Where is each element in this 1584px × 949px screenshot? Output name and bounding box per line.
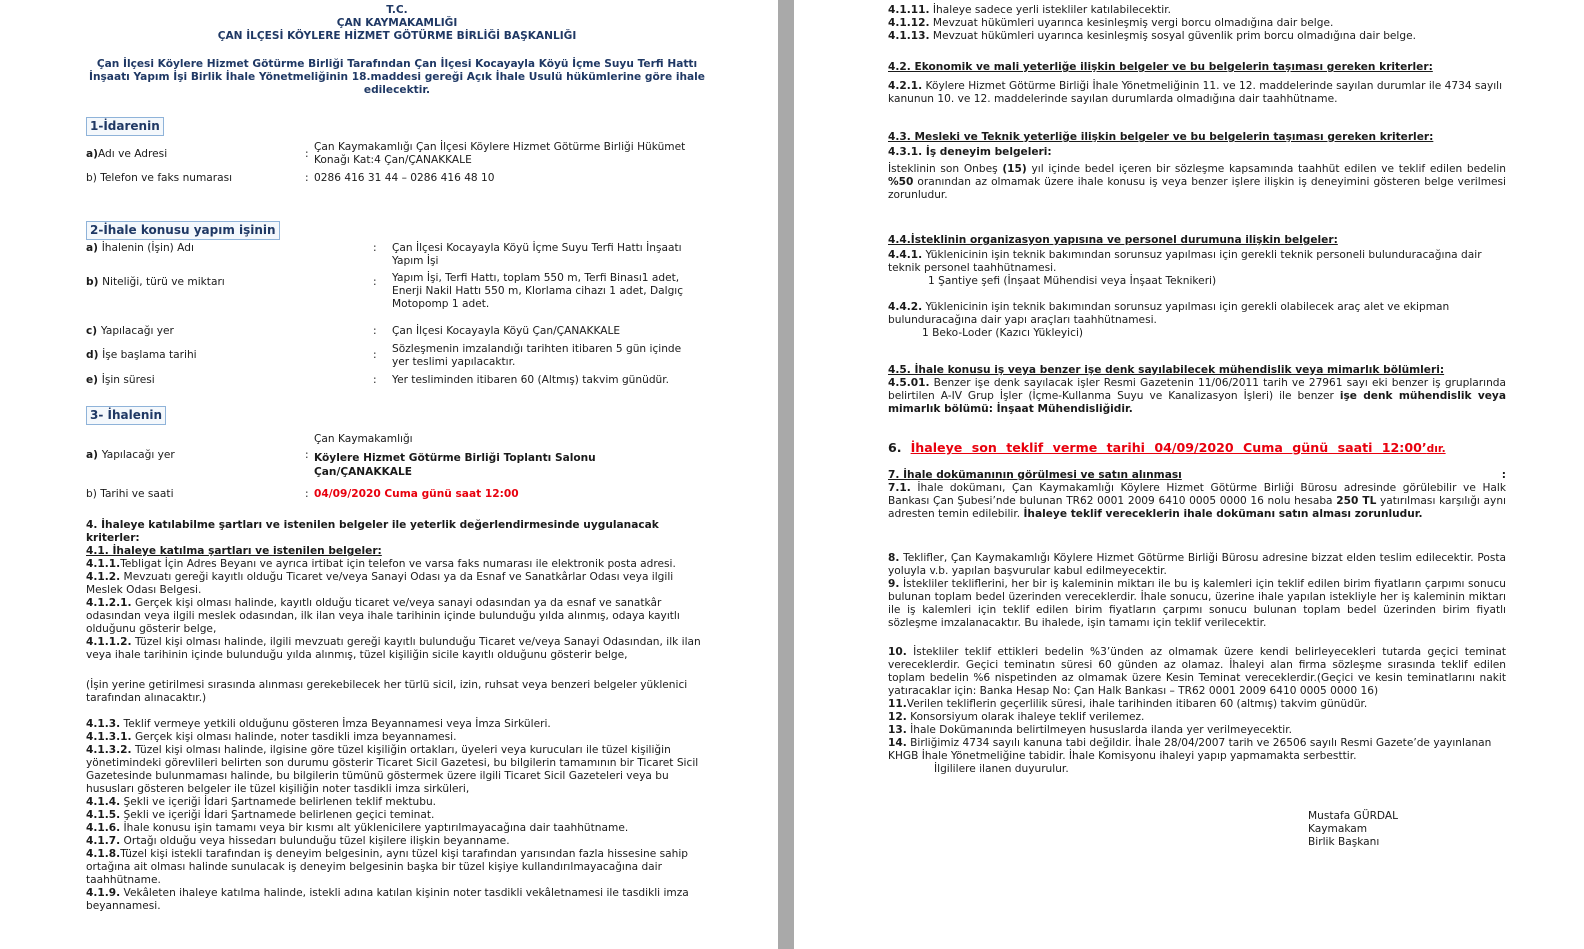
item-8: 8. Teklifler, Çan Kaymakamlığı Köylere Hizmet Götürme Birliği Bürosu adresine bizzat elden teslim edilecektir. Posta yoluyla v.b. yapılan başvurular kabul edilmeyecektir. (888, 552, 1506, 577)
section-10-14 (888, 646, 1506, 776)
s2-e-colon: : (373, 374, 377, 386)
header-kaymakamlik: ÇAN KAYMAKAMLIĞI (336, 17, 458, 29)
item-4-4-1: 4.4.1. Yüklenicinin işin teknik bakımından sorunsuz yapılması için gerekli teknik personeli bulunduracağına dair teknik personel taahhütnamesi. (888, 249, 1482, 274)
s3-a-colon: : (305, 449, 309, 461)
document-page-left (0, 0, 778, 949)
s6-deadline: İhaleye son teklif verme tarihi 04/09/2020 Cuma günü saati 12:00’ (910, 440, 1427, 455)
item-11: 11.Verilen tekliflerin geçerlilik süresi, ihale tarihinden itibaren 60 (altmış) takvim günüdür. (888, 698, 1368, 710)
s43-title: 4.3. Mesleki ve Teknik yeterliğe ilişkin belgeler ve bu belgelerin taşıması gereken kriterler: (888, 131, 1434, 143)
document-header (86, 4, 708, 43)
s4-note: (İşin yerine getirilmesi sırasında alınması gerekebilecek her türlü sicil, izin, ruhsat veya benzeri belgeler yüklenici tarafından alınacaktır.) (86, 679, 688, 704)
s3-a-label: a) Yapılacağı yer (86, 449, 175, 461)
item-4-4-2: 4.4.2. Yüklenicinin işin teknik bakımından sorunsuz yapılması için gerekli olabilecek araç alet ve ekipman bulunduracağına dair yapı araçları taahhütnamesi. (888, 301, 1450, 326)
item-4-1-1: 4.1.1.Tebligat İçin Adres Beyanı ve ayrıca irtibat için telefon ve varsa faks numarası ile elektronik posta adresi. (86, 558, 676, 570)
item-4-4-1-detail: 1 Şantiye şefi (İnşaat Mühendisi veya İnşaat Teknikeri) (928, 275, 1217, 287)
s42-title: 4.2. Ekonomik ve mali yeterliğe ilişkin belgeler ve bu belgelerin taşıması gereken kriterler: (888, 61, 1433, 73)
s43-text: İsteklinin son Onbeş (15) yıl içinde bedel içeren bir sözleşme kapsamında taahhüt edilen ve teklif edilen bedelin %50 oranından az olmamak üzere ihale konusu iş veya benzer işlere ilişkin iş deneyimini gösteren belge verilmesi zorunludur. (888, 163, 1506, 201)
item-12: 12. Konsorsiyum olarak ihaleye teklif verilemez. (888, 711, 1145, 723)
s1-b-colon: : (305, 172, 309, 184)
s2-a-value: Çan İlçesi Kocayayla Köyü İçme Suyu Terfi Hattı İnşaatı Yapım İşi (392, 242, 682, 267)
signer-name: Mustafa GÜRDAL (1308, 810, 1399, 822)
s4-title: 4. İhaleye katılabilme şartları ve istenilen belgeler ile yeterlik değerlendirmesinde uygulanacak kriterler: (86, 519, 659, 544)
section-4-2 (888, 61, 1506, 106)
item-4-1-3-2: 4.1.3.2. Tüzel kişi olması halinde, ilgisine göre tüzel kişiliğin ortakları, üyeleri veya kurucuları ile tüzel kişiliğin yönetimindeki görevlileri belirten son durumu gösterir Ticaret Sicil Gazetesi, bu bilgilerin tamamının bir Ticaret Sicil Gazetesinde bulunmaması halinde, bu bilgilerin tümünü göstermek üzere ilgili Ticaret Sicil Gazeteleri veya bu hususları gösteren belgeler ile tüzel kişiliğin noter tasdikli imza sirküleri, (86, 744, 699, 795)
s2-d-label: d) İşe başlama tarihi (86, 349, 197, 361)
s3-b-colon: : (305, 488, 309, 500)
intro-paragraph: Çan İlçesi Köylere Hizmet Götürme Birliği Tarafından Çan İlçesi Kocayayla Köyü İçme Suyu Terfi Hattı İnşaatı Yapım İşi Birlik İhale Yönetmeliğinin 18.maddesi gereği Açık İhale Usulü hükümlerine göre ihale edilecektir. (89, 58, 705, 96)
header-tc: T.C. (386, 4, 408, 16)
header-birlik: ÇAN İLÇESİ KÖYLERE HİZMET GÖTÜRME BİRLİĞİ BAŞKANLIĞI (217, 30, 577, 42)
section-4 (86, 519, 708, 913)
s2-b-value: Yapım İşi, Terfi Hattı, toplam 550 m, Terfi Binası1 adet, Enerji Nakil Hattı 550 m, Klorlama cihazı 1 adet, Dalgıç Motopomp 1 adet. (392, 272, 684, 310)
item-4-2-1: 4.2.1. Köylere Hizmet Götürme Birliği İhale Yönetmeliğinin 11. ve 12. maddelerinde sayılan durumlar ile 4734 sayılı kanunun 10. ve 12. maddelerinde sayılan durumlarda olmadığına dair taahhütname. (888, 80, 1503, 105)
item-4-1-2: 4.1.2. Mevzuatı gereği kayıtlı olduğu Ticaret ve/veya Sanayi Odası ya da Esnaf ve Sanatkârlar Odası veya ilgili Meslek Odası Belgesi. (86, 571, 674, 596)
item-4-4-2-detail: 1 Beko-Loder (Kazıcı Yükleyici) (922, 327, 1084, 339)
s2-e-value: Yer tesliminden itibaren 60 (Altmış) takvim günüdür. (392, 374, 670, 386)
signer-title-2: Birlik Başkanı (1308, 836, 1380, 848)
item-4-1-8: 4.1.8.Tüzel kişi istekli tarafından iş deneyim belgesinin, aynı tüzel kişi tarafından yarısından fazla hissesine sahip ortağına ait olması halinde sunulacak iş deneyim belgesinin başka bir tüzel kişiye kullandırılmayacağına dair taahhütname. (86, 848, 689, 886)
s1-a-label: a)Adı ve Adresi (86, 148, 168, 160)
s3-place-l2: Köylere Hizmet Götürme Birliği Toplantı Salonu (314, 452, 596, 464)
item-9: 9. İstekliler tekliflerini, her bir iş kaleminin miktarı ile bu iş kalemleri için teklif edilen birim fiyatların çarpımı sonucu bulunan toplam bedel üzerinden vereceklerdir. İhale sonucu, üzerine ihale yapılan istekliyle her iş kaleminin miktarı ile iş kalemleri için teklif edilen birim fiyatların çarpımı sonucu bulunan toplam bedel üzerinden birim fiyatlı sözleşme imzalanacaktır. Bu ihalede, işin tamamı için teklif verilecektir. (888, 578, 1506, 629)
item-10: 10. İstekliler teklif ettikleri bedelin %3’ünden az olmamak üzere kendi belirleyecekleri tutarda geçici teminat vereceklerdir. Geçici teminatın süresi 60 günden az olamaz. İhaleyi alan firma sözleşme sırasında teklif edilen toplam bedelin %6 nispetinden az olmamak üzere Kesin Teminat vereceklerdir.(Geçici ve kesin teminatlarını nakit yatıracaklar için: Banka Hesap No: Çan Halk Bankası – TR62 0001 2009 6410 0005 0000 16) (888, 646, 1506, 697)
s3-place-l3: Çan/ÇANAKKALE (314, 466, 412, 478)
section-1-title: 1-İdarenin (86, 117, 164, 136)
item-13: 13. İhale Dokümanında belirtilmeyen hususlarda ilanda yer verilmeyecektir. (888, 724, 1292, 736)
section-2-title: 2-İhale konusu yapım işinin (86, 221, 280, 240)
section-4-3 (888, 131, 1506, 202)
item-4-1-4: 4.1.4. Şekli ve içeriği İdari Şartnamede belirlenen teklif mektubu. (86, 796, 437, 808)
item-4-1-2-1: 4.1.2.1. Gerçek kişi olması halinde, kayıtlı olduğu ticaret ve/veya sanayi odasından ya da esnaf ve sanatkâr odasından veya ilgili meslek odasından, ilk ilan veya ihale tarihinin içinde bulunduğu yılda alınmış, odaya kayıtlı olduğunu gösterir belge, (86, 597, 680, 635)
item-4-1-1-2: 4.1.1.2. Tüzel kişi olması halinde, ilgili mevzuatı gereği kayıtlı bulunduğu Ticaret ve/veya Sanayi Odasından, ilk ilan veya ihale tarihinin içinde bulunduğu yılda alınmış, tüzel kişiliğin sicile kayıtlı olduğunu gösterir belge, (86, 636, 701, 661)
signer-title-1: Kaymakam (1308, 823, 1368, 835)
s1-b-value: 0286 416 31 44 – 0286 416 48 10 (314, 172, 495, 184)
page-gutter (778, 0, 794, 949)
closing-line: İlgililere ilanen duyurulur. (934, 763, 1069, 775)
item-4-1-12: 4.1.12. Mevzuat hükümleri uyarınca kesinleşmiş vergi borcu olmadığına dair belge. (888, 17, 1334, 29)
s1-b-label: b) Telefon ve faks numarası (86, 172, 233, 184)
signature-block (1308, 810, 1398, 849)
item-4-1-5: 4.1.5. Şekli ve içeriği İdari Şartnamede belirlenen geçici teminat. (86, 809, 435, 821)
section-3-title: 3- İhalenin (86, 406, 166, 425)
s2-b-colon: : (373, 276, 377, 288)
item-4-1-7: 4.1.7. Ortağı olduğu veya hissedarı bulunduğu tüzel kişilere ilişkin beyanname. (86, 835, 510, 847)
s2-a-colon: : (373, 242, 377, 254)
s44-title: 4.4.İsteklinin organizasyon yapısına ve personel durumuna ilişkin belgeler: (888, 234, 1338, 246)
s3-b-value: 04/09/2020 Cuma günü saat 12:00 (314, 488, 519, 500)
s2-d-value: Sözleşmenin imzalandığı tarihten itibaren 5 gün içinde yer teslimi yapılacaktır. (392, 343, 682, 368)
section-7 (888, 469, 1506, 521)
s45-title: 4.5. İhale konusu iş veya benzer işe denk sayılabilecek mühendislik veya mimarlık bölümleri: (888, 364, 1445, 376)
item-4-1-11: 4.1.11. İhaleye sadece yerli istekliler katılabilecektir. (888, 4, 1171, 16)
item-7-1: 7.1. İhale dokümanı, Çan Kaymakamlığı Köylere Hizmet Götürme Birliği Bürosu adresinde görülebilir ve Halk Bankası Çan Şubesi’nde bulunan TR62 0001 2009 6410 0005 0000 16 nolu hesaba 250 TL yatırılması karşılığı aynı adresten temin edilebilir. İhaleye teklif vereceklerin ihale dokümanı satın alması zorunludur. (888, 482, 1506, 520)
item-14: 14. Birliğimiz 4734 sayılı kanuna tabi değildir. İhale 28/04/2007 tarih ve 26506 sayılı Resmi Gazete’de yayınlanan KHGB İhale Yönetmeliğine tabidir. İhale Komisyonu ihaleyi yapıp yapmamakta serbesttir. (888, 737, 1492, 762)
section-8-9 (888, 552, 1506, 630)
s7-title: 7. İhale dokümanının görülmesi ve satın alınması : (888, 469, 1506, 481)
items-4-1-11-13 (888, 4, 1506, 43)
s2-c-label: c) Yapılacağı yer (86, 325, 174, 337)
item-4-5-01: 4.5.01. Benzer işe denk sayılacak işler Resmi Gazetenin 11/06/2011 tarih ve 27961 sayı eki benzer iş gruplarında belirtilen A-IV Grup İşler (İçme-Kullanma Suyu ve Kanalizasyon İşleri) ile benzer işe denk mühendislik veya mimarlık bölümü: İnşaat Mühendisliğidir. (888, 377, 1506, 415)
s2-e-label: e) İşin süresi (86, 374, 155, 386)
item-4-1-3: 4.1.3. Teklif vermeye yetkili olduğunu gösteren İmza Beyannamesi veya İmza Sirküleri. (86, 718, 551, 730)
s2-c-value: Çan İlçesi Kocayayla Köyü Çan/ÇANAKKALE (392, 325, 621, 337)
s3-b-label: b) Tarihi ve saati (86, 488, 174, 500)
s3-place-l1: Çan Kaymakamlığı (314, 433, 413, 445)
s1-a-colon: : (305, 148, 309, 160)
s2-a-label: a) İhalenin (İşin) Adı (86, 242, 194, 254)
s43-sub: 4.3.1. İş deneyim belgeleri: (888, 146, 1052, 158)
s2-d-colon: : (373, 349, 377, 361)
section-4-5 (888, 364, 1506, 416)
item-4-1-3-1: 4.1.3.1. Gerçek kişi olması halinde, noter tasdikli imza beyannamesi. (86, 731, 457, 743)
section-4-4 (888, 234, 1506, 340)
s2-c-colon: : (373, 325, 377, 337)
s2-b-label: b) Niteliği, türü ve miktarı (86, 276, 225, 288)
item-4-1-13: 4.1.13. Mevzuat hükümleri uyarınca kesinleşmiş sosyal güvenlik prim borcu olmadığına dair belge. (888, 30, 1416, 42)
item-4-1-9: 4.1.9. Vekâleten ihaleye katılma halinde, istekli adına katılan kişinin noter tasdikli vekâletnamesi ile tasdikli imza beyannamesi. (86, 887, 689, 912)
s4-sub: 4.1. İhaleye katılma şartları ve istenilen belgeler: (86, 545, 382, 557)
document-page-right (794, 0, 1584, 949)
item-4-1-6: 4.1.6. İhale konusu işin tamamı veya bir kısmı alt yüklenicilere yaptırılmayacağına dair taahhütname. (86, 822, 629, 834)
s1-a-value: Çan Kaymakamlığı Çan İlçesi Köylere Hizmet Götürme Birliği Hükümet Konağı Kat:4 Çan/ÇANAKKALE (314, 141, 686, 166)
section-6: 6. İhaleye son teklif verme tarihi 04/09/2020 Cuma günü saati 12:00’dır. (888, 440, 1446, 455)
